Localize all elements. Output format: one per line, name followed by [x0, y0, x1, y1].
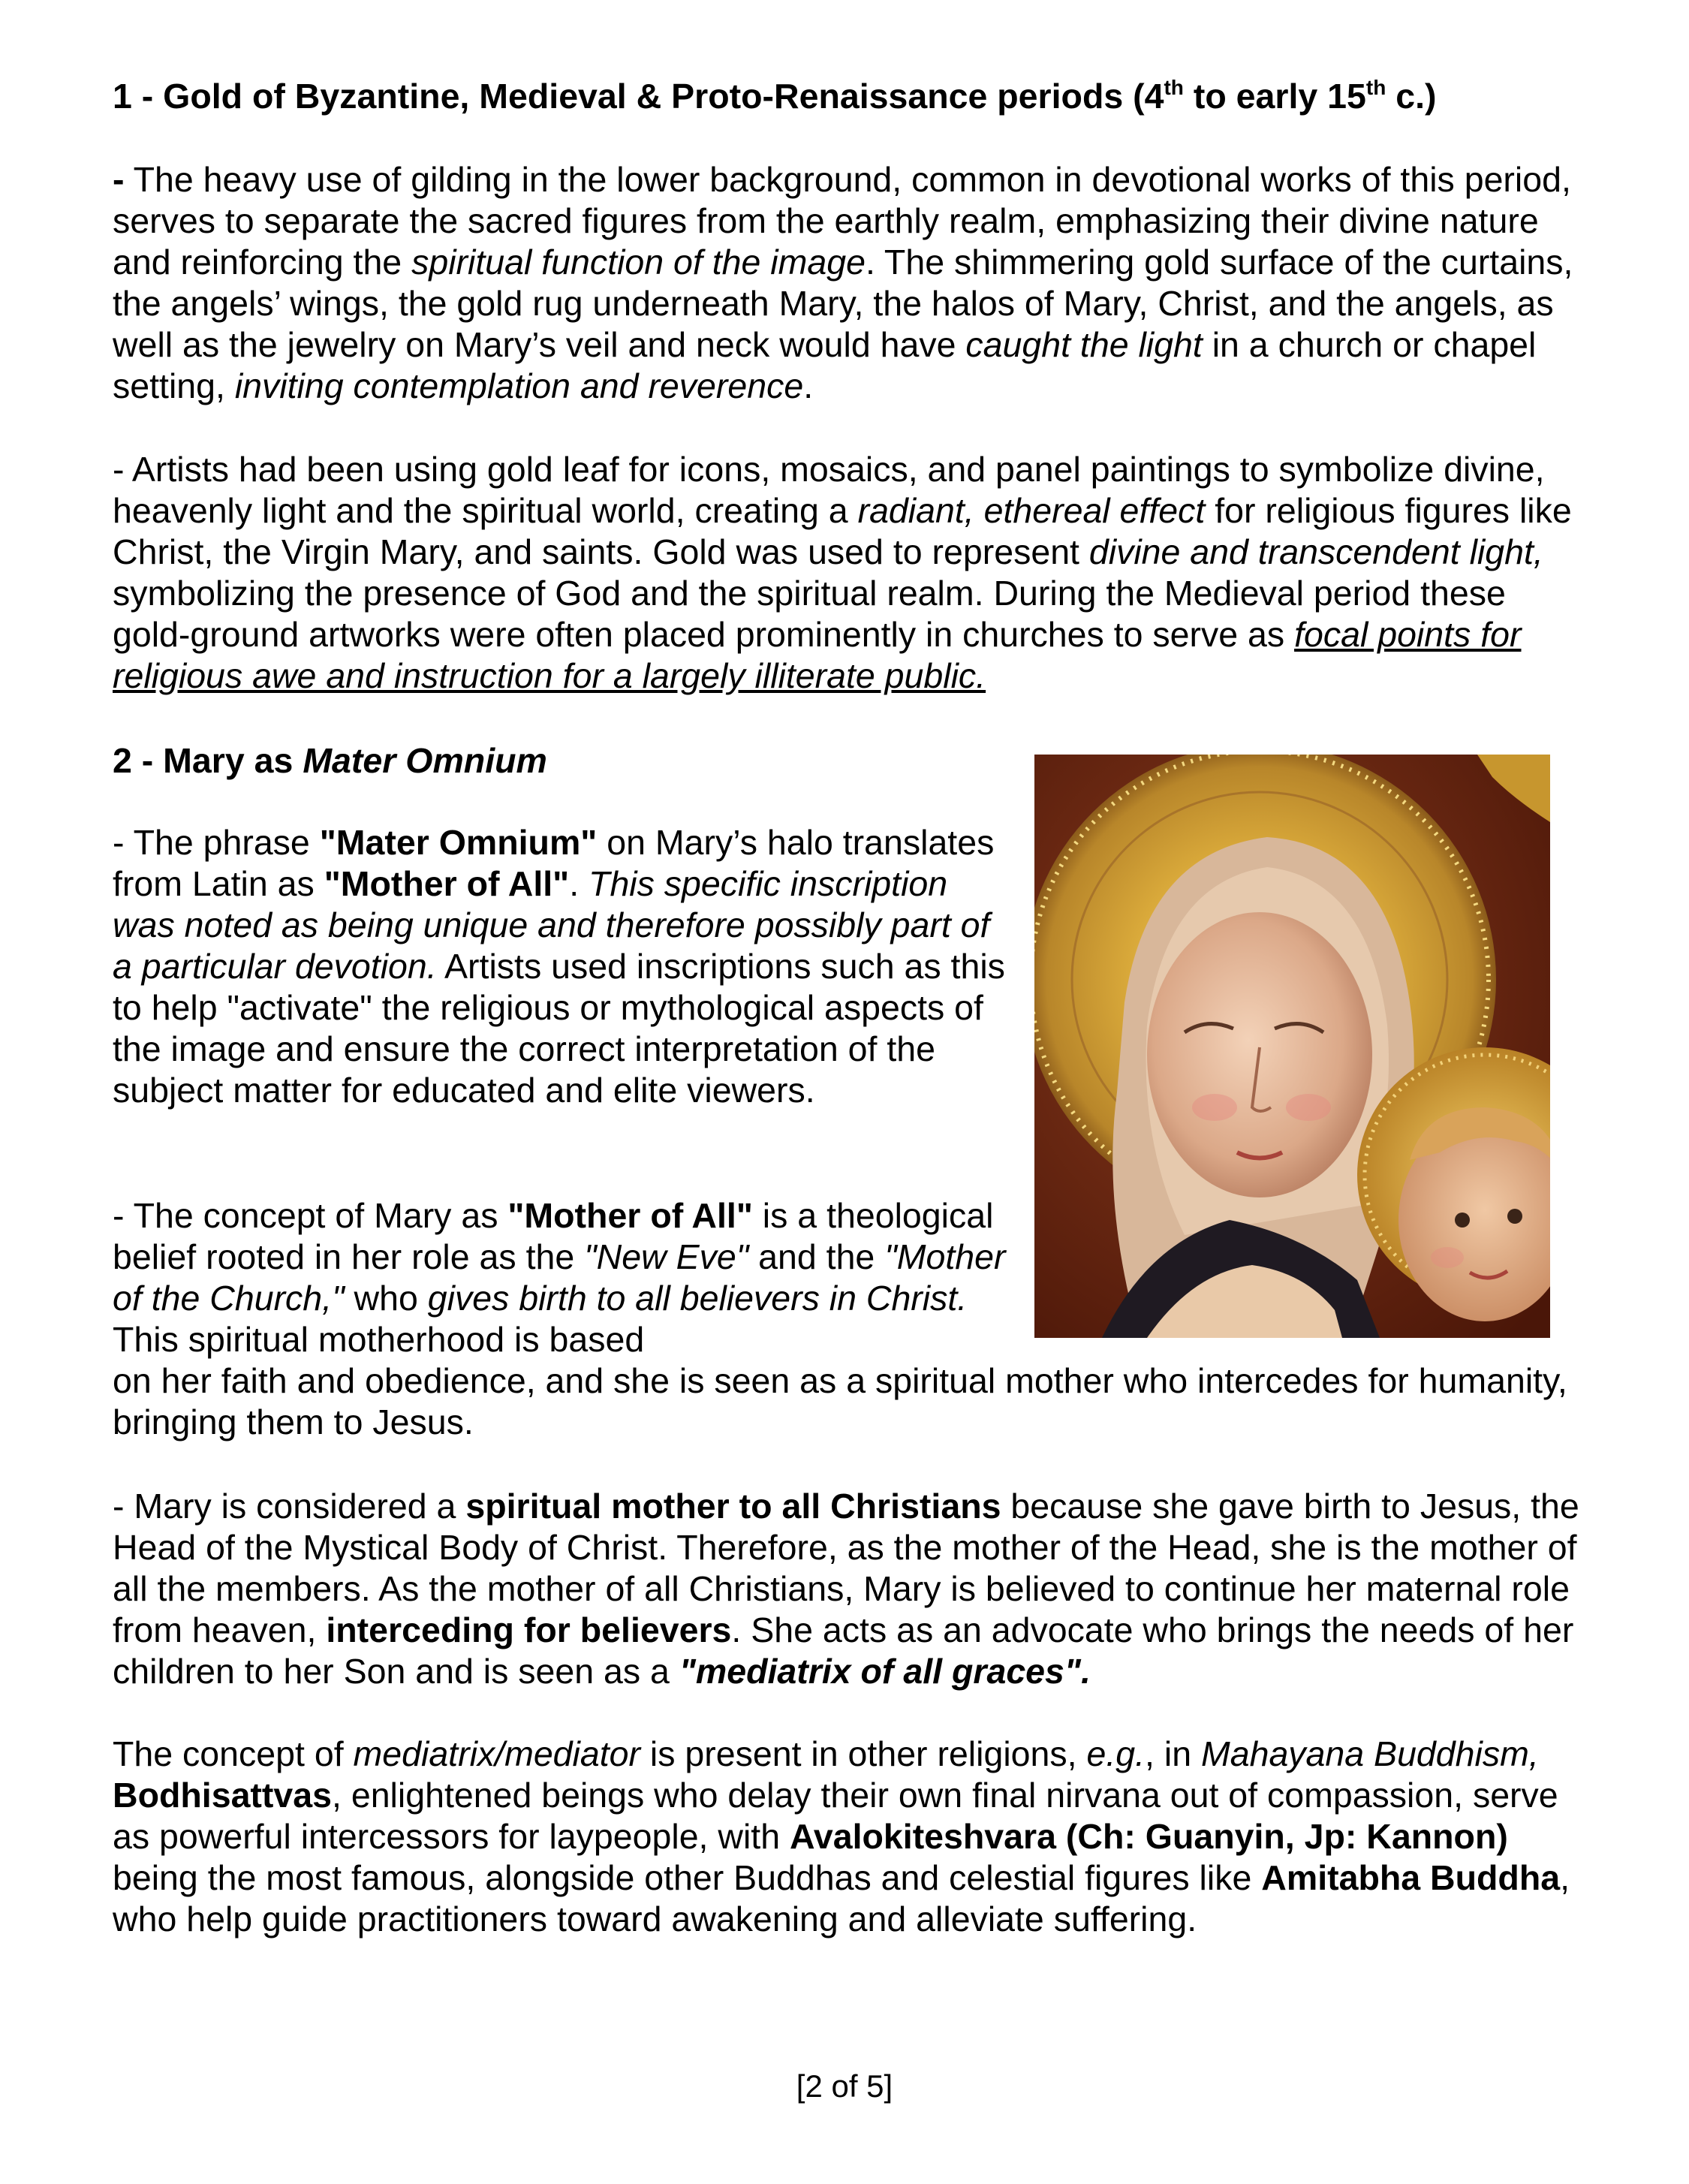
madonna-painting-image	[1034, 755, 1550, 1338]
section-1-heading: 1 - Gold of Byzantine, Medieval & Proto-Renaissance periods (4th to early 15th c.)	[113, 75, 1437, 116]
section-2-heading: 2 - Mary as Mater Omnium	[113, 741, 547, 780]
section-2-paragraph-3: - Mary is considered a spiritual mother to all Christians because she gave birth to Jesus, the Head of the Mystical Body of Christ. Therefore, as the mother of the Head, she is the mother of all the members. As the mother of all Christians, Mary is believed to continue her maternal role from heaven, interceding for believers. She acts as an advocate who brings the needs of her children to her Son and is seen as a "mediatrix of all graces".	[113, 1487, 1579, 1691]
section-2-paragraph-1: - The phrase "Mater Omnium" on Mary’s halo translates from Latin as "Mother of All". This specific inscription was noted as being unique and therefore possibly part of a particular devotion. Artists used inscriptions such as this to help "activate" the religious or mythological aspects of the image and ensure the correct interpretation of the subject matter for educated and elite viewers.	[113, 823, 1005, 1110]
page-number: [2 of 5]	[796, 2068, 893, 2104]
section-2-paragraph-4: The concept of mediatrix/mediator is present in other religions, e.g., in Mahayana Buddhism, Bodhisattvas, enlightened beings who delay their own final nirvana out of compassion, serve as powerful intercessors for laypeople, with Avalokiteshvara (Ch: Guanyin, Jp: Kannon) being the most famous, alongside other Buddhas and celestial figures like Amitabha Buddha, who help guide practitioners toward awakening and alleviate suffering.	[113, 1734, 1570, 1938]
section-1-paragraph-1: - The heavy use of gilding in the lower background, common in devotional works of this period, serves to separate the sacred figures from the earthly realm, emphasizing their divine nature and reinforcing the spiritual function of the image. The shimmering gold surface of the curtains, the angels’ wings, the gold rug underneath Mary, the halos of Mary, Christ, and the angels, as well as the jewelry on Mary’s veil and neck would have caught the light in a church or chapel setting, inviting contemplation and reverence.	[113, 160, 1573, 405]
madonna-painting-illustration	[1034, 755, 1550, 1338]
section-1-paragraph-2: - Artists had been using gold leaf for icons, mosaics, and panel paintings to symbolize divine, heavenly light and the spiritual world, creating a radiant, ethereal effect for religious figures like Christ, the Virgin Mary, and saints. Gold was used to represent divine and transcendent light, symbolizing the presence of God and the spiritual realm. During the Medieval period these gold-ground artworks were often placed prominently in churches to serve as focal points for religious awe and instruction for a largely illiterate public.	[113, 450, 1572, 695]
section-2-paragraph-2: - The concept of Mary as "Mother of All" is a theological belief rooted in her role as the "New Eve" and the "Mother of the Church," who gives birth to all believers in Christ. This spiritual motherhood is based	[113, 1196, 1006, 1359]
section-2-paragraph-2-continuation: on her faith and obedience, and she is seen as a spiritual mother who intercedes for humanity, bringing them to Jesus.	[113, 1361, 1567, 1441]
